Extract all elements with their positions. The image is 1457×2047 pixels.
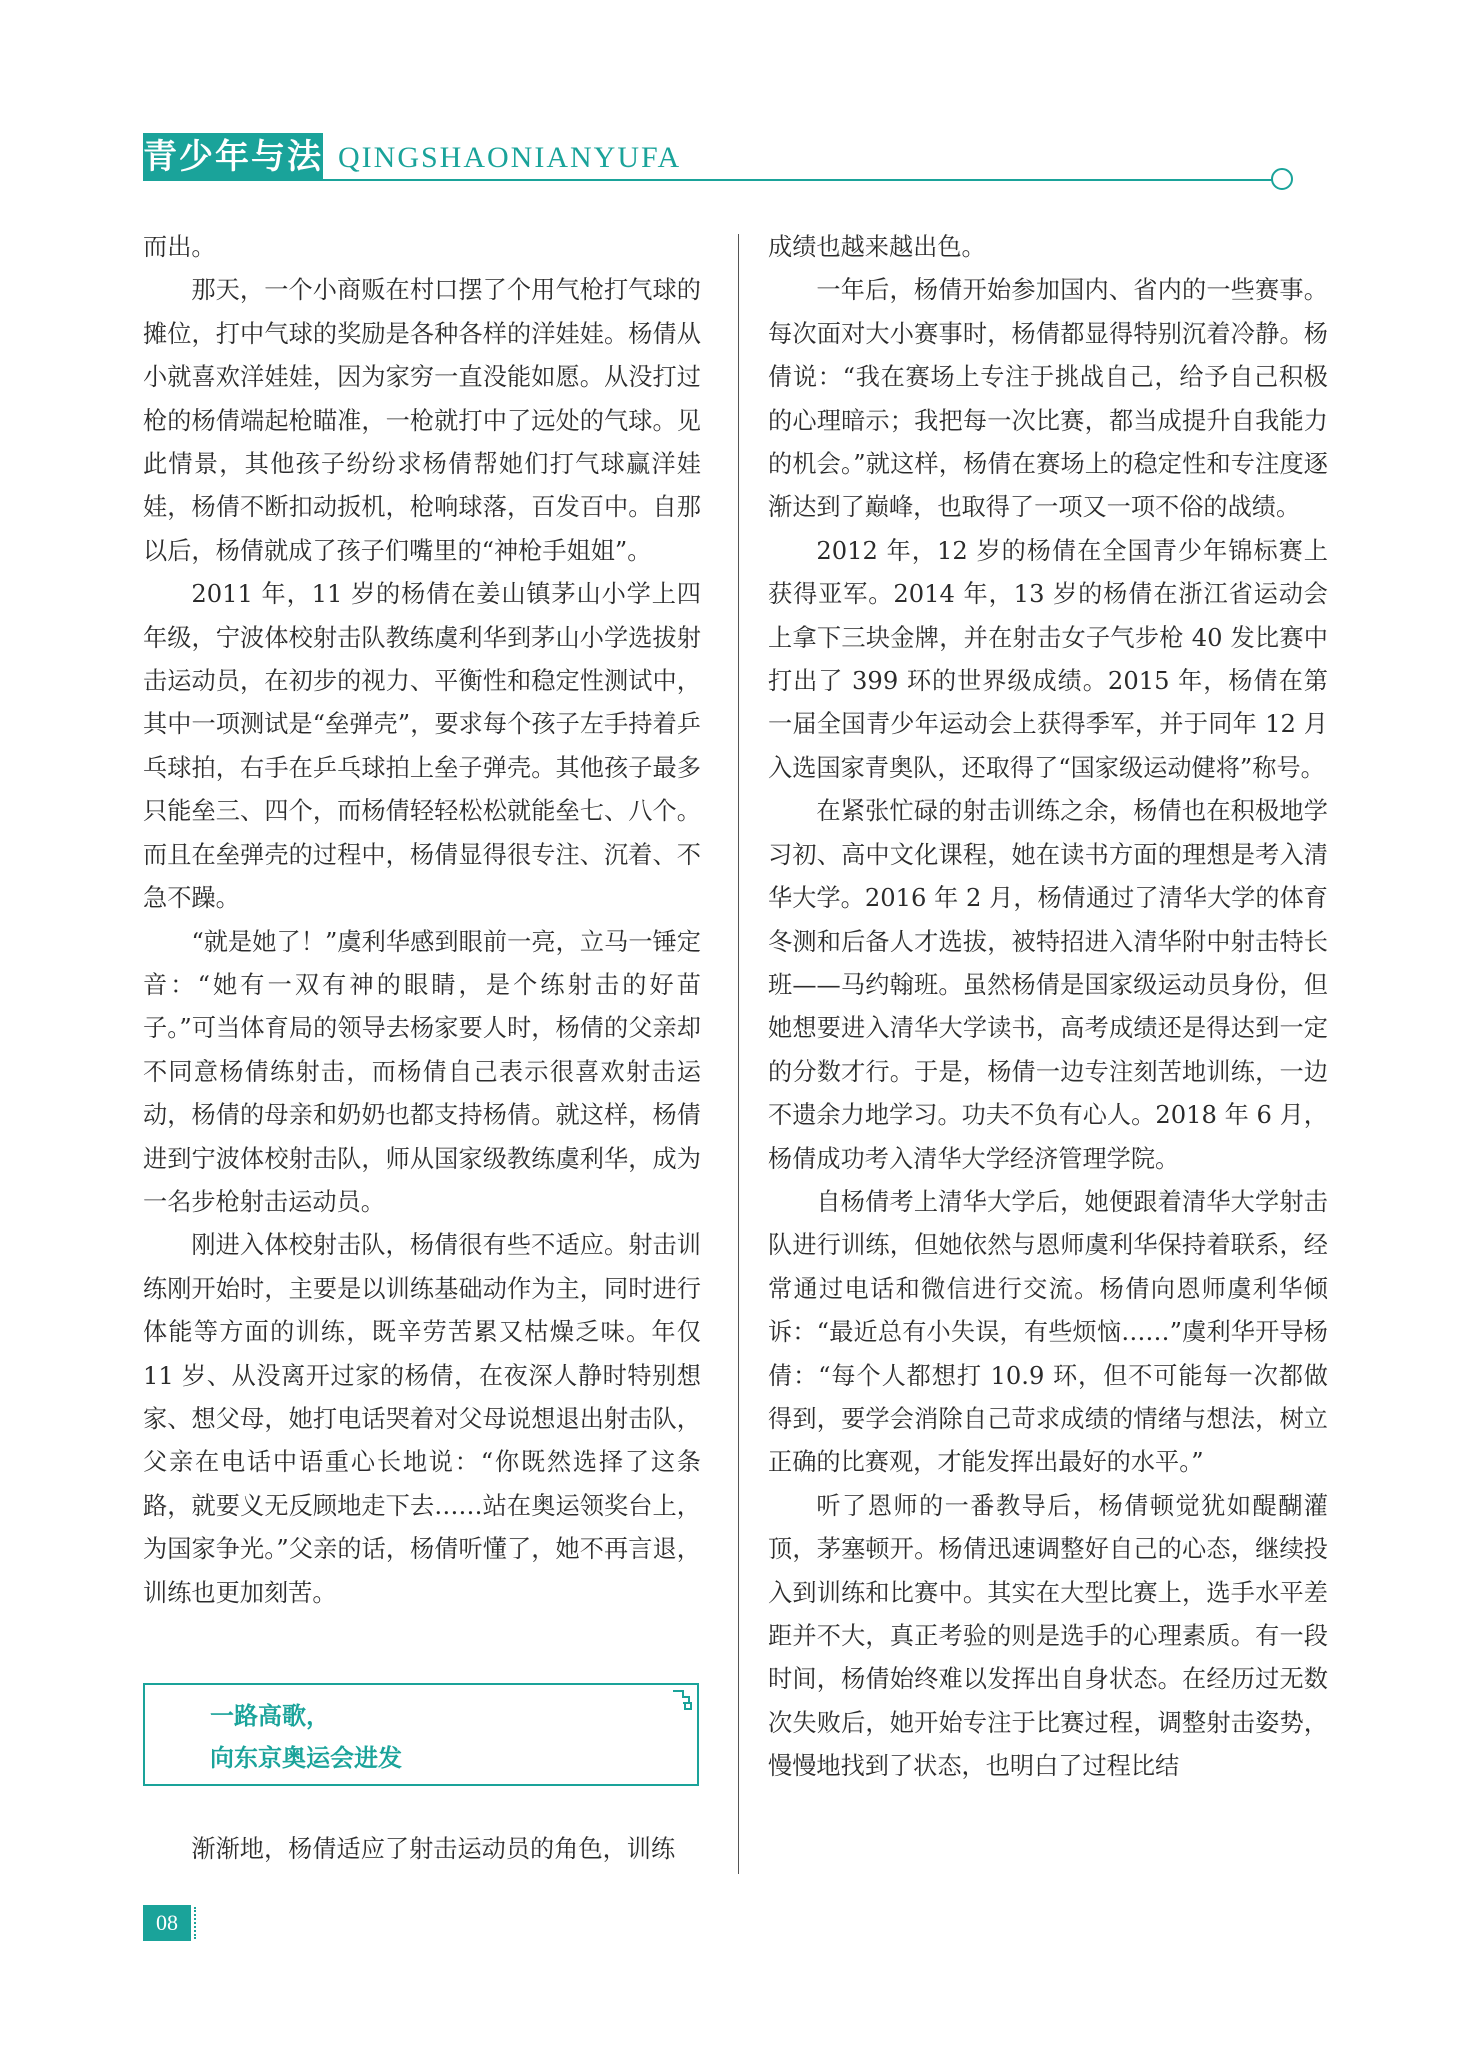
paragraph: 一年后，杨倩开始参加国内、省内的一些赛事。每次面对大小赛事时，杨倩都显得特别沉着冷静。杨倩说：“我在赛场上专注于挑战自己，给予自己积极的心理暗示；我把每一次比赛，都当成提升自我能力的机会。”就这样，杨倩在赛场上的稳定性和专注度逐渐达到了巅峰，也取得了一项又一项不俗的战绩。 [768,276,1328,522]
left-column-continued [143,1828,701,1871]
paragraph: “就是她了！”虞利华感到眼前一亮，立马一锤定音：“她有一双有神的眼睛，是个练射击的好苗子。”可当体育局的领导去杨家要人时，杨倩的父亲却不同意杨倩练射击，而杨倩自己表示很喜欢射击运动，杨倩的母亲和奶奶也都支持杨倩。就这样，杨倩进到宁波体校射击队，师从国家级教练虞利华，成为一名步枪射击运动员。 [143,927,701,1216]
right-column [768,226,1328,1789]
page-number-ornament [194,1907,198,1939]
section-heading-line: 向东京奥运会进发 [210,1744,402,1772]
paragraph: 那天，一个小商贩在村口摆了个用气枪打气球的摊位，打中气球的奖励是各种各样的洋娃娃。杨倩从小就喜欢洋娃娃，因为家穷一直没能如愿。从没打过枪的杨倩端起枪瞄准，一枪就打中了远处的气球。见此情景，其他孩子纷纷求杨倩帮她们打气球赢洋娃娃，杨倩不断扣动扳机，枪响球落，百发百中。自那以后，杨倩就成了孩子们嘴里的“神枪手姐姐”。 [143,276,701,565]
paragraph: 2012 年，12 岁的杨倩在全国青少年锦标赛上获得亚军。2014 年，13 岁的杨倩在浙江省运动会上拿下三块金牌，并在射击女子气步枪 40 发比赛中打出了 399 环的世界级成绩。2015 年，杨倩在第一届全国青少年运动会上获得季军，并于同年 12 月入选国家青奥队，还取得了“国家级运动健将”称号。 [768,536,1328,782]
paragraph: 而出。 [143,233,216,261]
paragraph: 渐渐地，杨倩适应了射击运动员的角色，训练 [191,1835,676,1863]
section-heading [210,1695,402,1779]
paragraph: 成绩也越来越出色。 [768,233,986,261]
magazine-brand-pinyin: QINGSHAONIANYUFA [338,141,682,174]
left-column [143,226,701,1615]
page-header [0,0,1457,200]
paragraph: 听了恩师的一番教导后，杨倩顿觉犹如醍醐灌顶，茅塞顿开。杨倩迅速调整好自己的心态，继续投入到训练和比赛中。其实在大型比赛上，选手水平差距并不大，真正考验的则是选手的心理素质。有一段时间，杨倩始终难以发挥出自身状态。在经历过无数次失败后，她开始专注于比赛过程，调整射击姿势，慢慢地找到了状态，也明白了过程比结 [768,1491,1328,1781]
header-rule [143,179,1273,181]
paragraph: 刚进入体校射击队，杨倩很有些不适应。射击训练刚开始时，主要是以训练基础动作为主，同时进行体能等方面的训练，既辛劳苦累又枯燥乏味。年仅 11 岁、从没离开过家的杨倩，在夜深人静时特别想家、想父母，她打电话哭着对父母说想退出射击队，父亲在电话中语重心长地说：“你既然选择了这条路，就要义无反顾地走下去……站在奥运领奖台上，为国家争光。”父亲的话，杨倩听懂了，她不再言退，训练也更加刻苦。 [143,1231,701,1607]
paragraph: 在紧张忙碌的射击训练之余，杨倩也在积极地学习初、高中文化课程，她在读书方面的理想是考入清华大学。2016 年 2 月，杨倩通过了清华大学的体育冬测和后备人才选拔，被特招进入清华附中射击特长班——马约翰班。虽然杨倩是国家级运动员身份，但她想要进入清华大学读书，高考成绩还是得达到一定的分数才行。于是，杨倩一边专注刻苦地训练，一边不遗余力地学习。功夫不负有心人。2018 年 6 月，杨倩成功考入清华大学经济管理学院。 [768,797,1328,1173]
section-heading-box [143,1683,699,1786]
section-heading-line: 一路高歌， [210,1702,330,1730]
corner-ornament-icon [671,1689,693,1711]
paragraph: 自杨倩考上清华大学后，她便跟着清华大学射击队进行训练，但她依然与恩师虞利华保持着联系，经常通过电话和微信进行交流。杨倩向恩师虞利华倾诉：“最近总有小失误，有些烦恼……”虞利华开导杨倩：“每个人都想打 10.9 环，但不可能每一次都做得到，要学会消除自己苛求成绩的情绪与想法，树立正确的比赛观，才能发挥出最好的水平。” [768,1187,1328,1477]
paragraph: 2011 年，11 岁的杨倩在姜山镇茅山小学上四年级，宁波体校射击队教练虞利华到茅山小学选拔射击运动员，在初步的视力、平衡性和稳定性测试中，其中一项测试是“垒弹壳”，要求每个孩子左手持着乒乓球拍，右手在乒乓球拍上垒子弹壳。其他孩子最多只能垒三、四个，而杨倩轻轻松松就能垒七、八个。而且在垒弹壳的过程中，杨倩显得很专注、沉着、不急不躁。 [143,580,701,913]
magazine-brand: 青少年与法 [143,133,323,181]
column-divider [738,234,739,1874]
page-number: 08 [143,1905,191,1941]
header-circle-ornament [1271,168,1293,190]
